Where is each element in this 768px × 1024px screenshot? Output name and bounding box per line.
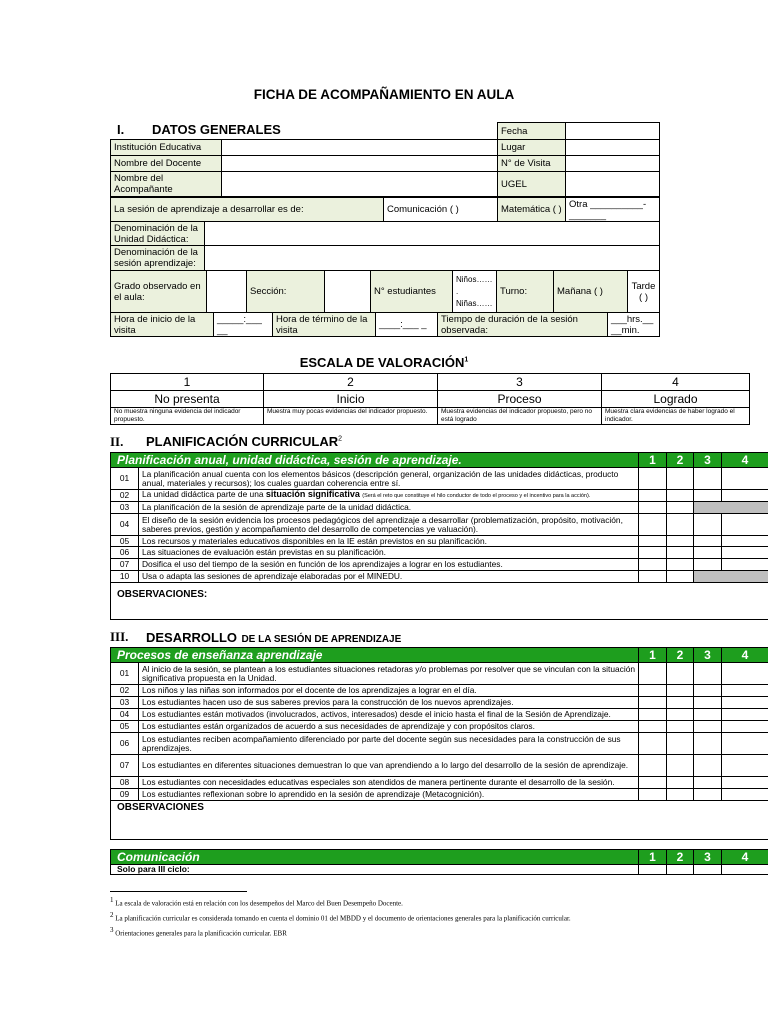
lugar-field[interactable] [566, 140, 660, 156]
rating-cell[interactable] [639, 685, 667, 697]
rating-cell[interactable] [639, 571, 667, 583]
item-text: Dosifica el uso del tiempo de la sesión en función de los aprendizajes a lograr en los estudiantes. [139, 559, 639, 571]
grado-label: Grado observado en el aula: [111, 271, 207, 313]
item-text: Los estudiantes reciben acompañamiento diferenciado por parte del docente según sus necesidades para la construcción de sus aprendizajes. [139, 733, 639, 755]
grado-field[interactable] [207, 271, 247, 313]
item-text: Los estudiantes con necesidades educativas especiales son atendidos de manera pertinente durante el desarrollo de la sesión. [139, 777, 639, 789]
rating-cell[interactable] [639, 536, 667, 547]
rating-cell[interactable] [667, 709, 694, 721]
rating-cell[interactable] [694, 733, 722, 755]
rating-cell[interactable] [722, 865, 768, 875]
rating-cell[interactable] [722, 490, 768, 502]
item-text-wrap [139, 490, 639, 502]
footnote-number: 2 [110, 911, 114, 919]
scale-label: No presenta [111, 391, 264, 408]
item-text: Los recursos y materiales educativos disponibles en la IE están previstos en su planificación. [139, 536, 639, 547]
item-text: Los niños y las niñas son informados por el docente de los aprendizajes a lograr en el día. [139, 685, 639, 697]
planificacion-header: Planificación anual, unidad didáctica, sesión de aprendizaje. [111, 453, 639, 468]
duracion-label: Tiempo de duración de la sesión observada: [438, 313, 608, 337]
item-number: 07 [111, 755, 139, 777]
page-title: FICHA DE ACOMPAÑAMIENTO EN AULA [253, 87, 515, 102]
denom-unidad-field[interactable] [205, 222, 660, 246]
ninos-ninas-cell [453, 271, 497, 313]
item-number: 04 [111, 514, 139, 536]
footnote-divider [110, 891, 247, 892]
scale-heading: ESCALA DE VALORACIÓN [299, 355, 465, 370]
rating-cell[interactable] [722, 663, 768, 685]
manana-option[interactable]: Mañana ( ) [554, 271, 628, 313]
item-text-small: (Será el reto que constituye el hilo conductor de todo el proceso y el incentivo para la acción). [362, 493, 591, 499]
docente-label: Nombre del Docente [111, 156, 222, 172]
item-text: Los estudiantes están organizados de acuerdo a sus necesidades de aprendizaje y con propósitos claros. [139, 721, 639, 733]
rating-cell[interactable] [667, 571, 694, 583]
visita-label: N° de Visita [498, 156, 566, 172]
rating-cell[interactable] [722, 789, 768, 801]
footnote-number: 1 [110, 896, 114, 904]
item-number: 03 [111, 697, 139, 709]
scale-label: Logrado [602, 391, 750, 408]
rating-cell[interactable] [722, 547, 768, 559]
rating-cell[interactable] [639, 697, 667, 709]
footnote-text: La escala de valoración está en relación con los desempeños del Marco del Buen Desempeño Docente. [115, 899, 403, 908]
scale-num: 2 [264, 374, 438, 391]
rating-cell[interactable] [639, 559, 667, 571]
rating-cell[interactable] [639, 777, 667, 789]
datos-generales-table [110, 139, 660, 197]
rating-cell[interactable] [722, 559, 768, 571]
col-header: 3 [694, 453, 722, 468]
rating-cell[interactable] [694, 755, 722, 777]
docente-field[interactable] [222, 156, 498, 172]
col-header: 1 [639, 648, 667, 663]
rating-cell[interactable] [694, 865, 722, 875]
rating-cell[interactable] [694, 663, 722, 685]
rating-cell[interactable] [639, 721, 667, 733]
footnote-number: 3 [110, 926, 114, 934]
col-header: 1 [639, 453, 667, 468]
sesion-area-label: La sesión de aprendizaje a desarrollar es de: [111, 198, 384, 222]
rating-cell[interactable] [694, 490, 722, 502]
rating-cell[interactable] [694, 559, 722, 571]
rating-cell[interactable] [667, 559, 694, 571]
denominacion-table [110, 221, 660, 271]
item-number: 09 [111, 789, 139, 801]
rating-cell[interactable] [722, 468, 768, 490]
ninos-field[interactable]: Niños…… . [456, 274, 493, 296]
rating-cell[interactable] [722, 777, 768, 789]
scale-table [110, 373, 750, 425]
item-text: Los estudiantes reflexionan sobre lo aprendido en la sesión de aprendizaje (Metacognición). [139, 789, 639, 801]
acompanante-field[interactable] [222, 172, 498, 197]
item-text: Las situaciones de evaluación están previstas en su planificación. [139, 547, 639, 559]
item-number: 07 [111, 559, 139, 571]
tarde-option[interactable]: Tarde ( ) [628, 271, 660, 313]
scale-label: Inicio [264, 391, 438, 408]
section2-footnote-ref: 2 [338, 435, 343, 443]
scale-heading-wrap [0, 355, 768, 370]
rating-cell[interactable] [722, 733, 768, 755]
ugel-field[interactable] [566, 172, 660, 197]
rating-cell[interactable] [694, 468, 722, 490]
scale-label: Proceso [438, 391, 602, 408]
item-number: 05 [111, 721, 139, 733]
section2-heading: PLANIFICACIÓN CURRICULAR [146, 434, 339, 449]
item-text: El diseño de la sesión evidencia los procesos pedagógicos del aprendizaje a desarrollar (problematización, propósito, motivación, saberes previos, gestión y acompañamiento del desarrollo de competencias ye valuación). [139, 514, 639, 536]
comunicacion-subheader: Solo para III ciclo: [111, 865, 639, 875]
lugar-label: Lugar [498, 140, 566, 156]
item-number: 08 [111, 777, 139, 789]
rating-cell[interactable] [667, 789, 694, 801]
rating-cell[interactable] [667, 721, 694, 733]
rating-cell[interactable] [639, 865, 667, 875]
item-number: 05 [111, 536, 139, 547]
rating-cell[interactable] [694, 697, 722, 709]
item-text: Los estudiantes hacen uso de sus saberes previos para la construcción de los nuevos aprendizajes. [139, 697, 639, 709]
section2-heading-wrap [146, 434, 342, 449]
item-number: 01 [111, 663, 139, 685]
rating-cell[interactable] [694, 547, 722, 559]
rating-cell[interactable] [639, 709, 667, 721]
rating-cell[interactable] [722, 685, 768, 697]
rating-cell-disabled [694, 502, 768, 514]
otra-option[interactable]: Otra __________-_______ [566, 198, 660, 222]
rating-cell[interactable] [639, 468, 667, 490]
rating-cell[interactable] [639, 663, 667, 685]
rating-cell[interactable] [694, 721, 722, 733]
observaciones-field[interactable]: OBSERVACIONES: [111, 583, 768, 620]
rating-cell[interactable] [639, 789, 667, 801]
ugel-label: UGEL [498, 172, 566, 197]
scale-desc: Muestra muy pocas evidencias del indicador propuesto. [264, 408, 438, 425]
hora-inicio-field[interactable]: _____:___ __ [214, 313, 273, 337]
denom-sesion-label: Denominación de la sesión aprendizaje: [111, 246, 205, 271]
desarrollo-table [110, 647, 768, 840]
rating-cell[interactable] [722, 721, 768, 733]
footnote [110, 911, 571, 922]
rating-cell[interactable] [667, 777, 694, 789]
rating-cell[interactable] [667, 502, 694, 514]
item-text: La planificación de la sesión de aprendizaje parte de la unidad didáctica. [139, 502, 639, 514]
rating-cell[interactable] [667, 733, 694, 755]
rating-cell[interactable] [694, 536, 722, 547]
rating-cell[interactable] [639, 755, 667, 777]
scale-desc: Muestra evidencias del indicador propuesto, pero no está logrado [438, 408, 602, 425]
col-header: 3 [694, 850, 722, 865]
footnote-text: Orientaciones generales para la planificación curricular. EBR [115, 929, 287, 938]
rating-cell[interactable] [639, 733, 667, 755]
turno-label: Turno: [497, 271, 554, 313]
seccion-field[interactable] [325, 271, 371, 313]
ninas-field[interactable]: Niñas…… [456, 298, 493, 308]
scale-num: 3 [438, 374, 602, 391]
item-text: Usa o adapta las sesiones de aprendizaje elaboradas por el MINEDU. [139, 571, 639, 583]
section2-roman: II. [110, 434, 124, 449]
rating-cell[interactable] [667, 468, 694, 490]
desarrollo-header: Procesos de enseñanza aprendizaje [111, 648, 639, 663]
item-text: La planificación anual cuenta con los elementos básicos (descripción general, organización de las unidades didácticas, producto anual, materiales y recursos); los cuales guardan coherencia entre sí. [139, 468, 639, 490]
denom-unidad-label: Denominación de la Unidad Didáctica: [111, 222, 205, 246]
rating-cell[interactable] [639, 490, 667, 502]
footnote [110, 926, 287, 937]
scale-desc: No muestra ninguna evidencia del indicador propuesto. [111, 408, 264, 425]
duracion-field[interactable]: ___hrs.__ __min. [608, 313, 660, 337]
denom-sesion-field[interactable] [205, 246, 660, 271]
rating-cell[interactable] [667, 755, 694, 777]
horario-table [110, 312, 660, 337]
rating-cell[interactable] [722, 697, 768, 709]
rating-cell[interactable] [667, 536, 694, 547]
rating-cell[interactable] [722, 755, 768, 777]
scale-num: 4 [602, 374, 750, 391]
col-header: 2 [667, 453, 694, 468]
rating-cell-disabled [694, 571, 768, 583]
rating-cell[interactable] [667, 685, 694, 697]
institucion-label: Institución Educativa [111, 140, 222, 156]
scale-footnote-ref: 1 [464, 356, 469, 364]
rating-cell[interactable] [694, 514, 722, 536]
rating-cell[interactable] [722, 709, 768, 721]
estudiantes-label: N° estudiantes [371, 271, 453, 313]
rating-cell[interactable] [694, 709, 722, 721]
matematica-option[interactable]: Matemática ( ) [498, 198, 566, 222]
comunicacion-option[interactable]: Comunicación ( ) [384, 198, 498, 222]
comunicacion-table [110, 849, 768, 875]
planificacion-table [110, 452, 768, 620]
item-number: 06 [111, 733, 139, 755]
rating-cell[interactable] [639, 547, 667, 559]
institucion-field[interactable] [222, 140, 498, 156]
rating-cell[interactable] [639, 502, 667, 514]
col-header: 1 [639, 850, 667, 865]
col-header: 4 [722, 850, 768, 865]
grado-table [110, 270, 660, 313]
fecha-field[interactable] [566, 123, 660, 140]
section3-subheading: DE LA SESIÓN DE APRENDIZAJE [241, 634, 402, 645]
item-text: Los estudiantes están motivados (involucrados, activos, interesados) desde el inicio hasta el final de la Sesión de Aprendizaje. [139, 709, 639, 721]
scale-num: 1 [111, 374, 264, 391]
comunicacion-header: Comunicación [111, 850, 639, 865]
rating-cell[interactable] [694, 789, 722, 801]
hora-termino-field[interactable]: ____:___ _ [376, 313, 438, 337]
rating-cell[interactable] [694, 777, 722, 789]
col-header: 4 [722, 648, 768, 663]
section1-roman: I. [117, 122, 125, 137]
rating-cell[interactable] [667, 697, 694, 709]
item-text: Los estudiantes en diferentes situaciones demuestran lo que van aprendiendo a lo largo del desarrollo de la sesión de aprendizaje. [139, 755, 639, 777]
item-number: 02 [111, 490, 139, 502]
rating-cell[interactable] [667, 547, 694, 559]
section3-heading: DESARROLLO [146, 630, 237, 645]
rating-cell[interactable] [667, 490, 694, 502]
scale-desc: Muestra clara evidencias de haber logrado el indicador. [602, 408, 750, 425]
col-header: 3 [694, 648, 722, 663]
rating-cell[interactable] [667, 865, 694, 875]
fecha-label: Fecha [498, 123, 566, 140]
item-text-bold: situación significativa [265, 489, 360, 499]
rating-cell[interactable] [667, 663, 694, 685]
datos-right-table [497, 122, 660, 140]
item-number: 10 [111, 571, 139, 583]
item-number: 06 [111, 547, 139, 559]
hora-termino-label: Hora de término de la visita [273, 313, 376, 337]
rating-cell[interactable] [694, 685, 722, 697]
rating-cell[interactable] [722, 536, 768, 547]
col-header: 2 [667, 648, 694, 663]
seccion-label: Sección: [247, 271, 325, 313]
sesion-area-table [110, 197, 660, 222]
rating-cell[interactable] [722, 514, 768, 536]
section3-heading-wrap [146, 629, 401, 647]
section1-heading: DATOS GENERALES [152, 122, 281, 137]
footnote-text: La planificación curricular es considerada tomando en cuenta el dominio 01 del MBDD y el documento de orientaciones generales para la planificación curricular. [115, 914, 571, 923]
item-text: Al inicio de la sesión, se plantean a los estudiantes situaciones retadoras y/o problemas por resolver que se vinculan con la situación significativa propuesta en la Unidad. [139, 663, 639, 685]
rating-cell[interactable] [639, 514, 667, 536]
item-number: 03 [111, 502, 139, 514]
item-number: 02 [111, 685, 139, 697]
acompanante-label: Nombre del Acompañante [111, 172, 222, 197]
item-number: 01 [111, 468, 139, 490]
col-header: 4 [722, 453, 768, 468]
hora-inicio-label: Hora de inicio de la visita [111, 313, 214, 337]
col-header: 2 [667, 850, 694, 865]
footnote [110, 896, 403, 907]
rating-cell[interactable] [667, 514, 694, 536]
visita-field[interactable] [566, 156, 660, 172]
item-text: La unidad didáctica parte de una [142, 489, 264, 499]
section3-roman: III. [110, 629, 129, 644]
item-number: 04 [111, 709, 139, 721]
observaciones-field[interactable]: OBSERVACIONES [111, 801, 768, 840]
